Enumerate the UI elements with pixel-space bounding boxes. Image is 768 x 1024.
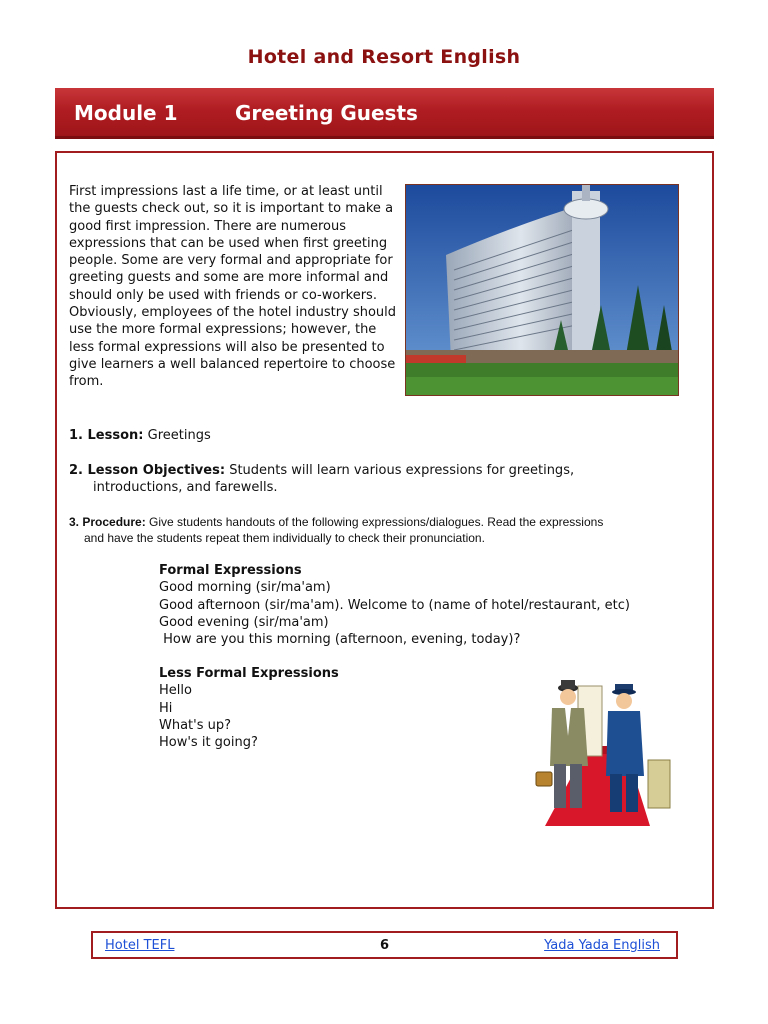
lesson-label: 1. Lesson: xyxy=(69,428,144,443)
less-formal-heading: Less Formal Expressions xyxy=(159,666,339,681)
formal-item: Good morning (sir/ma'am) xyxy=(159,580,331,596)
document-title: Hotel and Resort English xyxy=(247,46,521,68)
procedure-line1: Give students handouts of the following expressions/dialogues. Read the expressions xyxy=(149,515,604,529)
procedure-line2: and have the students repeat them individually to check their pronunciation. xyxy=(84,531,485,545)
formal-item: Good afternoon (sir/ma'am). Welcome to (name of hotel/restaurant, etc) xyxy=(159,597,630,613)
procedure-section xyxy=(69,514,699,546)
formal-expressions xyxy=(159,562,630,648)
module-banner xyxy=(55,88,714,139)
page-footer xyxy=(91,931,678,959)
hotel-photo xyxy=(405,184,679,396)
objectives-line2: introductions, and farewells. xyxy=(93,480,278,496)
module-number: Module 1 xyxy=(74,101,178,125)
lesson-value: Greetings xyxy=(147,428,211,443)
less-formal-expressions xyxy=(159,665,339,751)
objectives-line1: Students will learn various expressions for greetings, xyxy=(229,463,575,478)
procedure-label: 3. Procedure: xyxy=(69,515,146,529)
objectives-section xyxy=(69,462,699,497)
page-number: 6 xyxy=(379,938,390,953)
doorman-greeting-clipart xyxy=(530,676,680,826)
lesson-section xyxy=(69,427,211,444)
objectives-label: 2. Lesson Objectives: xyxy=(69,463,226,478)
hotel-building-image xyxy=(406,185,679,396)
footer-link-yada-yada-english[interactable]: Yada Yada English xyxy=(544,938,660,953)
formal-item: Good evening (sir/ma'am) xyxy=(159,614,329,630)
guest-and-bellman-icon xyxy=(530,676,680,826)
less-formal-item: Hello xyxy=(159,683,192,699)
formal-item: How are you this morning (afternoon, evening, today)? xyxy=(159,632,521,648)
intro-paragraph: First impressions last a life time, or at least until the guests check out, so it is important to make a good first impression. There are numerous expressions that can be used when first greeting people. Some are very formal and appropriate for greeting guests and some are more informal and should only be used with friends or co-workers. Obviously, employees of the hotel industry should use the more formal expressions; however, the less formal expressions will also be presented to give learners a well balanced repertoire to choose from. xyxy=(69,184,397,390)
module-name: Greeting Guests xyxy=(235,101,418,125)
footer-link-hotel-tefl[interactable]: Hotel TEFL xyxy=(105,938,175,953)
less-formal-item: Hi xyxy=(159,700,173,716)
less-formal-item: How's it going? xyxy=(159,735,258,751)
less-formal-item: What's up? xyxy=(159,717,232,733)
formal-heading: Formal Expressions xyxy=(159,563,302,578)
